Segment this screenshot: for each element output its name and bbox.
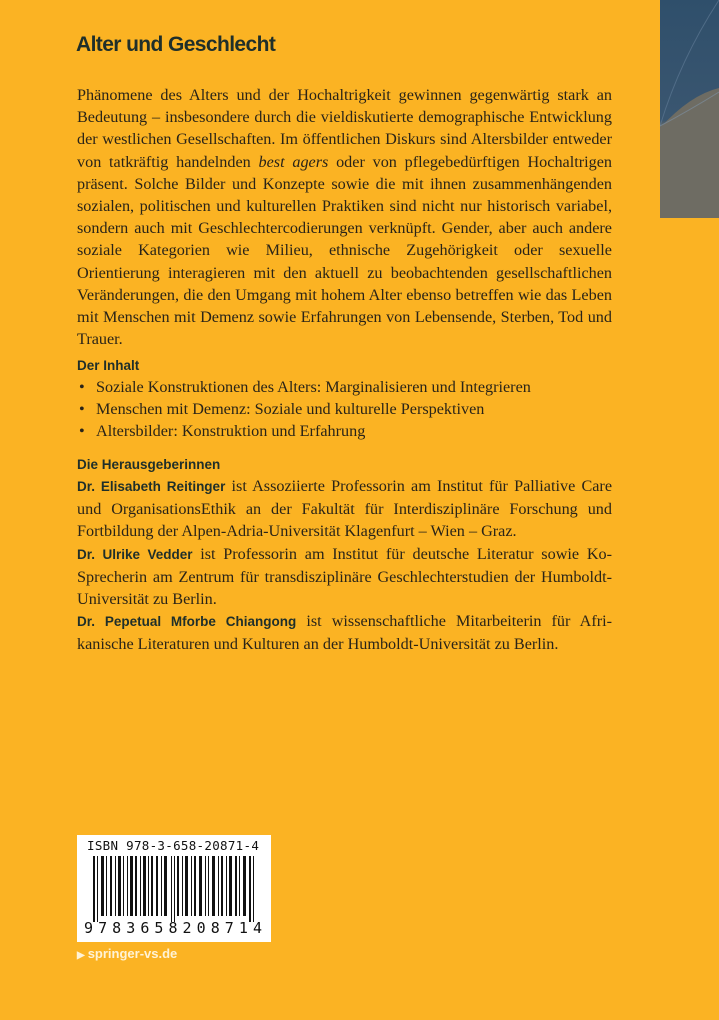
editor-name: Dr. Pepetual Mforbe Chiangong xyxy=(77,614,297,630)
publisher-url: springer-vs.de xyxy=(87,946,178,961)
editor-bio: Dr. Ulrike Vedder ist Professorin am Institut für deutsche Literatur sowie Ko-Sprecherin am Zentrum für transdisziplinäre Geschlechterstudien der Humboldt-Universität zu Berlin. xyxy=(77,544,612,609)
play-arrow-icon: ▶ xyxy=(77,950,85,961)
contents-list xyxy=(77,376,617,443)
isbn-barcode xyxy=(77,835,271,942)
editors-heading: Die Herausgeberinnen xyxy=(77,457,221,472)
book-title: Alter und Geschlecht xyxy=(76,33,276,56)
cover-accent-strip xyxy=(660,0,719,218)
editor-name: Dr. Ulrike Vedder xyxy=(77,546,193,562)
contents-heading: Der Inhalt xyxy=(77,358,140,373)
description-paragraph: Phänomene des Alters und der Hochaltrigkeit gewinnen gegenwärtig stark an Bedeutung – insbesondere durch die vieldiskutierte demographische Entwicklung der westlichen Gesellschaften. Im öffentlichen Diskurs sind Altersbilder entweder von tatkräftig handelnden best agers oder von pflegebedürftigen Hochaltrigen präsent. Solche Bilder und Konzepte sowie die mit ihnen zusammenhängenden sozialen, politischen und kulturellen Praktiken sind nicht nur historisch variabel, sondern auch mit Geschlechtercodierungen verknüpft. Gender, aber auch andere soziale Kategorien wie Milieu, ethnische Zugehörigkeit oder sexuelle Orientierung interagieren mit den aktuell zu beobachtenden gesellschaftlichen Veränderungen, die den Umgang mit hohem Alter ebenso betreffen wie das Leben mit Menschen mit Demenz sowie Erfahrungen von Lebensende, Sterben, Tod und Trauer. xyxy=(77,86,612,349)
editor-name: Dr. Elisabeth Reitinger xyxy=(77,479,226,494)
barcode-icon xyxy=(85,856,263,922)
description xyxy=(77,84,612,350)
decorative-curves-icon xyxy=(660,0,719,218)
italic-term: best agers xyxy=(258,152,329,171)
list-item: • Soziale Konstruktionen des Alters: Marginalisieren und Integrieren xyxy=(77,376,617,398)
editor-bio: Dr. Pepetual Mforbe Chiangong ist wissenschaftliche Mitarbeiterin für Afrikanische Literaturen und Kulturen an der Humboldt-Universität zu Berlin. xyxy=(77,612,612,654)
publisher-link[interactable] xyxy=(77,946,177,961)
editors-section xyxy=(77,455,617,656)
contents-section xyxy=(77,356,617,443)
editor-bio: Dr. Elisabeth Reitinger ist Assoziierte Professorin am Institut für Palliative Care und OrganisationsEthik an der Fakultät für Interdisziplinäre Forschung und Fortbildung der Alpen-Adria-Universität Klagenfurt – Wien – Graz. xyxy=(77,477,612,541)
list-item: • Menschen mit Demenz: Soziale und kulturelle Perspektiven xyxy=(77,398,617,420)
barcode-digits: 9 7 8 3 6 5 8 2 0 8 7 1 4 xyxy=(84,919,262,937)
list-item: • Altersbilder: Konstruktion und Erfahrung xyxy=(77,420,617,442)
isbn-label: ISBN 978-3-658-20871-4 xyxy=(87,838,260,853)
